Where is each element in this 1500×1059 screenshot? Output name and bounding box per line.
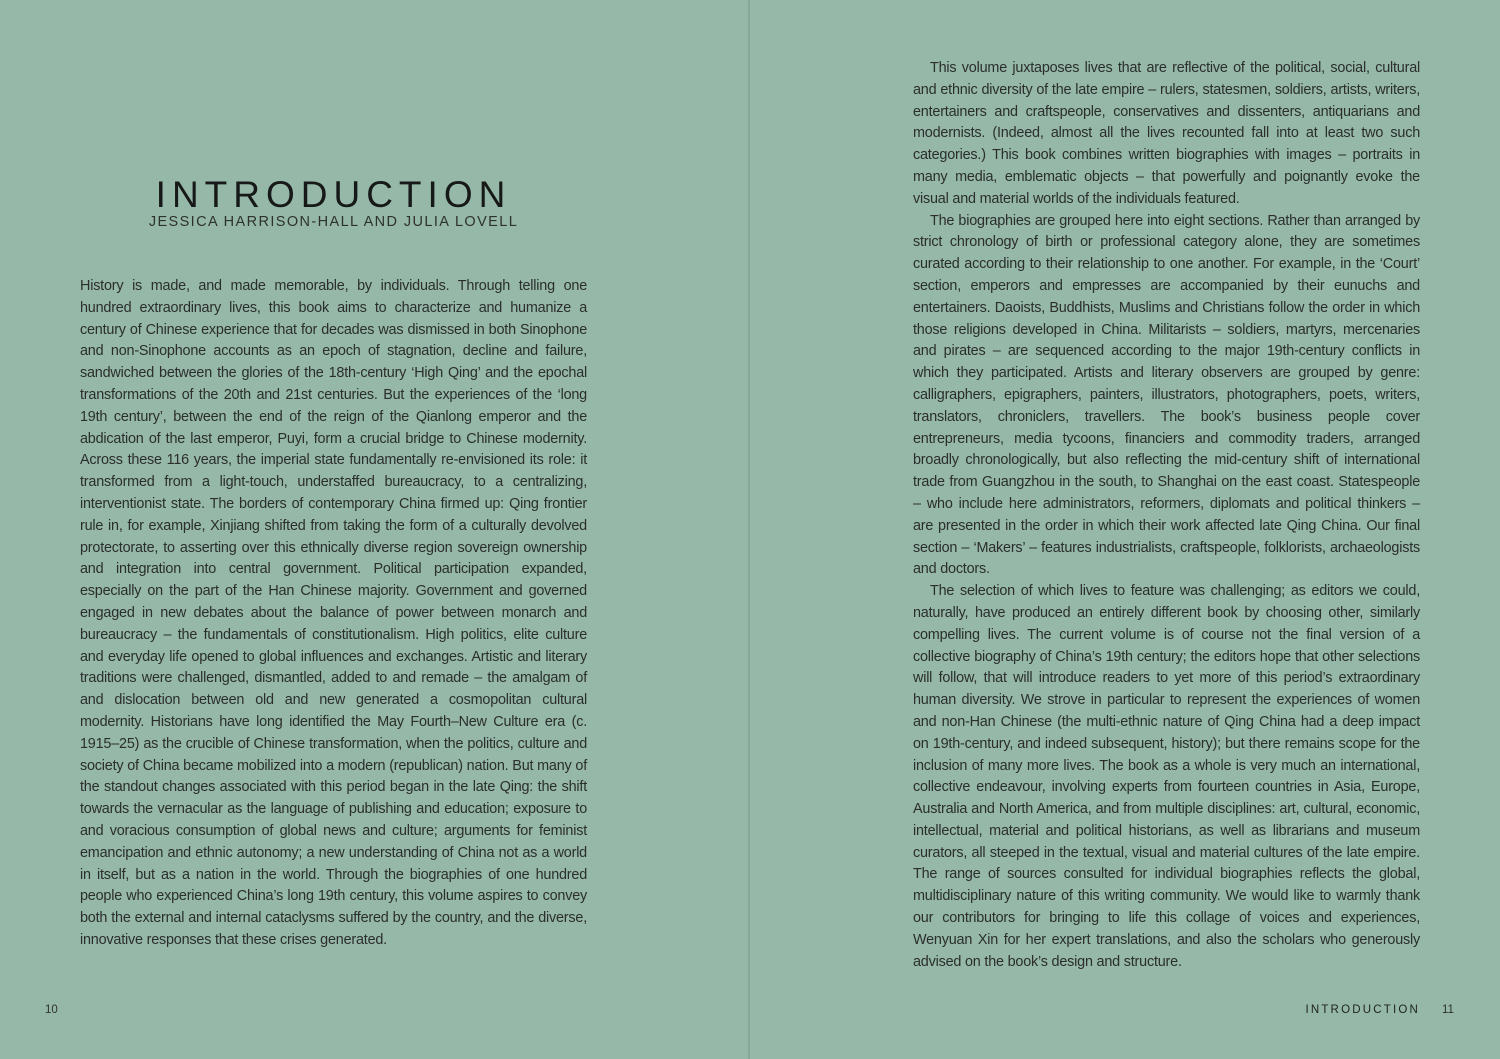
page-number-right: 11	[1442, 1004, 1454, 1016]
left-body-paragraph: History is made, and made memorable, by individuals. Through telling one hundred extraordinary lives, this book aims to characterize and humanize a century of Chinese experience that for decades was dismissed in both Sinophone and non-Sinophone accounts as an epoch of stagnation, decline and failure, sandwiched between the glories of the 18th-century ‘High Qing’ and the epochal transformations of the 20th and 21st centuries. But the experiences of the ‘long 19th century’, between the end of the reign of the Qianlong emperor and the abdication of the last emperor, Puyi, form a crucial bridge to Chinese modernity. Across these 116 years, the imperial state fundamentally re-envisioned its role: it transformed from a light-touch, understaffed bureaucracy, to a centralizing, interventionist state. The borders of contemporary China firmed up: Qing frontier rule in, for example, Xinjiang shifted from taking the form of a culturally devolved protectorate, to asserting over this ethnically diverse region sovereign ownership and integration into central government. Political participation expanded, especially on the part of the Han Chinese majority. Government and governed engaged in new debates about the balance of power between monarch and bureaucracy – the fundamentals of constitutionalism. High politics, elite culture and everyday life opened to global influences and exchanges. Artistic and literary traditions were challenged, dismantled, added to and remade – the amalgam of and dislocation between old and new generated a cosmopolitan cultural modernity. Historians have long identified the May Fourth–New Culture era (c. 1915–25) as the crucible of Chinese transformation, when the politics, culture and society of China became mobilized into a modern (republican) nation. But many of the standout changes associated with this period began in the late Qing: the shift towards the vernacular as the language of publishing and education; exposure to and voracious consumption of global news and culture; arguments for feminist emancipation and ethnic autonomy; a new understanding of China not as a world in itself, but as a nation in the world. Through the biographies of one hundred people who experienced China’s long 19th century, this volume aspires to convey both the external and internal cataclysms suffered by the country, and the diverse, innovative responses that these crises generated.	[80, 278, 587, 948]
right-paragraph-2: The biographies are grouped here into eight sections. Rather than arranged by strict chronology of birth or professional category alone, they are sometimes curated according to their relationship to one another. For example, in the ‘Court’ section, emperors and empresses are accompanied by their eunuchs and entertainers. Daoists, Buddhists, Muslims and Christians follow the order in which those religions developed in China. Militarists – soldiers, martyrs, mercenaries and pirates – are sequenced according to the major 19th-century conflicts in which they participated. Artists and literary observers are grouped by genre: calligraphers, epigraphers, painters, illustrators, photographers, poets, writers, translators, chroniclers, travellers. The book’s business people cover entrepreneurs, media tycoons, financiers and commodity traders, arranged broadly chronologically, but also reflecting the mid-century shift of international trade from Guangzhou in the south, to Shanghai on the east coast. Statespeople – who include here administrators, reformers, diplomats and political thinkers – are presented in the order in which their work affected late Qing China. Our final section – ‘Makers’ – features industrialists, craftspeople, folklorists, archaeologists and doctors.	[913, 212, 1420, 578]
chapter-authors: JESSICA HARRISON-HALL AND JULIA LOVELL	[148, 214, 519, 230]
chapter-title: INTRODUCTION	[155, 173, 512, 215]
page-number-left: 10	[45, 1004, 58, 1016]
right-paragraph-1: This volume juxtaposes lives that are reflective of the political, social, cultural and ethnic diversity of the late empire – rulers, statesmen, soldiers, artists, writers, entertainers and craftspeople, conservatives and dissenters, antiquarians and modernists. (Indeed, almost all the lives recounted fall into at least two such categories.) This book combines written biographies with images – portraits in many media, emblematic objects – that powerfully and poignantly evoke the visual and material worlds of the individuals featured.	[913, 60, 1420, 207]
right-body-text	[913, 58, 1420, 973]
right-paragraph-3: The selection of which lives to feature was challenging; as editors we could, naturally, have produced an entirely different book by choosing other, similarly compelling lives. The current volume is of course not the final version of a collective biography of China’s 19th century; the editors hope that other selections will follow, that will introduce readers to yet more of this period’s extraordinary human diversity. We strove in particular to represent the experiences of women and non-Han Chinese (the multi-ethnic nature of Qing China had a deep impact on 19th-century, and indeed subsequent, history); but there remains scope for the inclusion of many more lives. The book as a whole is very much an international, collective endeavour, involving experts from fourteen countries in Asia, Europe, Australia and North America, and from multiple disciplines: art, cultural, economic, intellectual, material and political historians, as well as librarians and museum curators, all steeped in the textual, visual and material cultures of the late empire. The range of sources consulted for individual biographies reflects the global, multidisciplinary nature of this writing community. We would like to warmly thank our contributors for bringing to life this collage of voices and experiences, Wenyuan Xin for her expert translations, and also the scholars who generously advised on the book’s design and structure.	[913, 583, 1420, 970]
page-gutter	[748, 0, 750, 1059]
running-head: INTRODUCTION	[1305, 1004, 1420, 1016]
